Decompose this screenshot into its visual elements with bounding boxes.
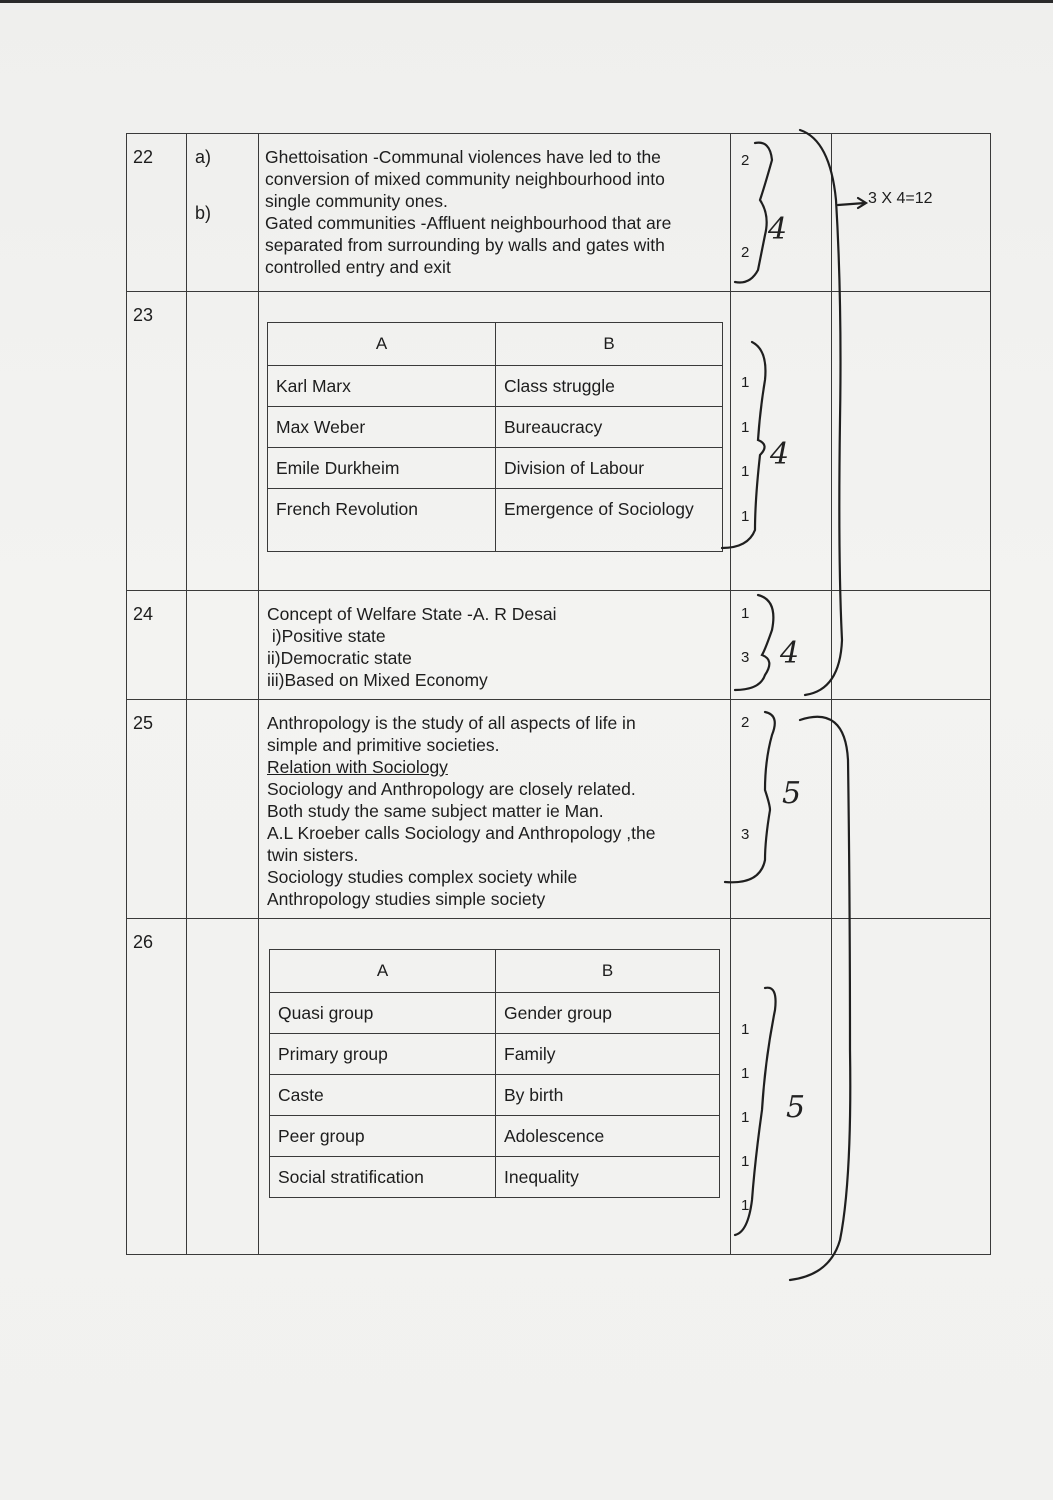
column-header-a: A xyxy=(268,323,496,366)
table-row xyxy=(270,1033,720,1074)
question-number: 25 xyxy=(127,699,187,918)
column-header-b: B xyxy=(496,323,723,366)
mark-value: 1 xyxy=(741,463,750,481)
handwritten-total-q24: 4 xyxy=(780,636,800,671)
column-header-b: B xyxy=(496,949,720,992)
mark-value: 2 xyxy=(741,152,750,169)
handwritten-total-q25: 5 xyxy=(782,776,802,811)
answer-line: Anthropology studies simple society xyxy=(267,888,546,909)
answer-line: Ghettoisation -Communal violences have led to the xyxy=(265,147,661,167)
total-note: 3 X 4=12 xyxy=(868,190,933,207)
row-q24 xyxy=(127,591,991,699)
row-q25 xyxy=(127,699,991,918)
answer-line: controlled entry and exit xyxy=(265,257,451,277)
cell-b: Class struggle xyxy=(496,366,723,407)
cell-a: Emile Durkheim xyxy=(268,448,496,489)
answer-line: A.L Kroeber calls Sociology and Anthropology ,the xyxy=(267,822,656,843)
mark-value: 1 xyxy=(741,605,750,623)
answer-line: single community ones. xyxy=(265,191,448,211)
total-cell xyxy=(832,918,991,1254)
question-number: 24 xyxy=(127,591,187,699)
cell-a: Social stratification xyxy=(270,1156,496,1197)
marks-cell xyxy=(731,918,832,1254)
cell-b: Family xyxy=(496,1033,720,1074)
mark-value: 1 xyxy=(741,1020,750,1038)
mark-value: 2 xyxy=(741,713,750,731)
top-edge xyxy=(0,0,1053,3)
cell-a: Max Weber xyxy=(268,407,496,448)
cell-b: Gender group xyxy=(496,992,720,1033)
handwritten-total-q22: 4 xyxy=(768,212,788,247)
cell-a: French Revolution xyxy=(268,489,496,552)
row-q22 xyxy=(127,134,991,292)
answer-line: separated from surrounding by walls and gates with xyxy=(265,235,665,255)
answer-line: Gated communities -Affluent neighbourhood that are xyxy=(265,213,672,233)
table-row xyxy=(268,448,723,489)
cell-b: Division of Labour xyxy=(496,448,723,489)
answer-text xyxy=(259,699,731,918)
answer-line: Anthropology is the study of all aspects of life in xyxy=(267,712,636,733)
cell-a: Karl Marx xyxy=(268,366,496,407)
answer-line: ii)Democratic state xyxy=(267,648,412,669)
match-table xyxy=(269,949,720,1198)
answer-match-table-cell xyxy=(259,292,731,591)
answer-text xyxy=(259,591,731,699)
answer-line: simple and primitive societies. xyxy=(267,734,500,755)
sub-label-b: b) xyxy=(195,203,212,223)
cell-a: Caste xyxy=(270,1074,496,1115)
cell-b: Inequality xyxy=(496,1156,720,1197)
mark-value: 1 xyxy=(741,1196,750,1214)
question-number: 22 xyxy=(127,134,187,292)
cell-a: Primary group xyxy=(270,1033,496,1074)
answer-line: Sociology studies complex society while xyxy=(267,866,578,887)
mark-value: 3 xyxy=(741,649,750,667)
mark-value: 3 xyxy=(741,825,750,843)
total-cell xyxy=(832,699,991,918)
mark-value: 1 xyxy=(741,374,750,392)
answer-line: twin sisters. xyxy=(267,844,359,865)
table-row xyxy=(268,407,723,448)
mark-value: 1 xyxy=(741,1064,750,1082)
table-row xyxy=(270,992,720,1033)
mark-value: 1 xyxy=(741,419,750,437)
match-table xyxy=(267,322,723,552)
answer-line: Sociology and Anthropology are closely related. xyxy=(267,778,636,799)
handwritten-total-q26: 5 xyxy=(786,1090,806,1125)
answer-line: iii)Based on Mixed Economy xyxy=(267,670,488,691)
answer-text xyxy=(259,134,731,292)
table-row xyxy=(268,489,723,552)
cell-a: Peer group xyxy=(270,1115,496,1156)
section-heading: Relation with Sociology xyxy=(267,756,448,777)
answer-line: Both study the same subject matter ie Man. xyxy=(267,800,604,821)
mark-value: 1 xyxy=(741,1108,750,1126)
question-number: 26 xyxy=(127,918,187,1254)
mark-value: 1 xyxy=(741,508,750,526)
cell-b: Adolescence xyxy=(496,1115,720,1156)
cell-b: By birth xyxy=(496,1074,720,1115)
answer-line: conversion of mixed community neighbourhood into xyxy=(265,169,665,189)
table-row xyxy=(270,1156,720,1197)
handwritten-total-q23: 4 xyxy=(770,437,790,472)
mark-value: 2 xyxy=(741,244,750,261)
table-row xyxy=(270,1115,720,1156)
table-row xyxy=(270,1074,720,1115)
answer-line: i)Positive state xyxy=(267,626,386,647)
table-row xyxy=(268,366,723,407)
total-cell xyxy=(832,591,991,699)
total-cell xyxy=(832,134,991,292)
answer-key-table xyxy=(126,133,991,1255)
cell-b: Emergence of Sociology xyxy=(496,489,723,552)
mark-value: 1 xyxy=(741,1152,750,1170)
answer-line: Concept of Welfare State -A. R Desai xyxy=(267,604,557,625)
answer-match-table-cell xyxy=(259,918,731,1254)
sub-label-a: a) xyxy=(195,147,212,167)
marks-cell xyxy=(731,699,832,918)
total-cell xyxy=(832,292,991,591)
row-q26 xyxy=(127,918,991,1254)
question-number: 23 xyxy=(127,292,187,591)
column-header-a: A xyxy=(270,949,496,992)
cell-b: Bureaucracy xyxy=(496,407,723,448)
row-q23 xyxy=(127,292,991,591)
cell-a: Quasi group xyxy=(270,992,496,1033)
